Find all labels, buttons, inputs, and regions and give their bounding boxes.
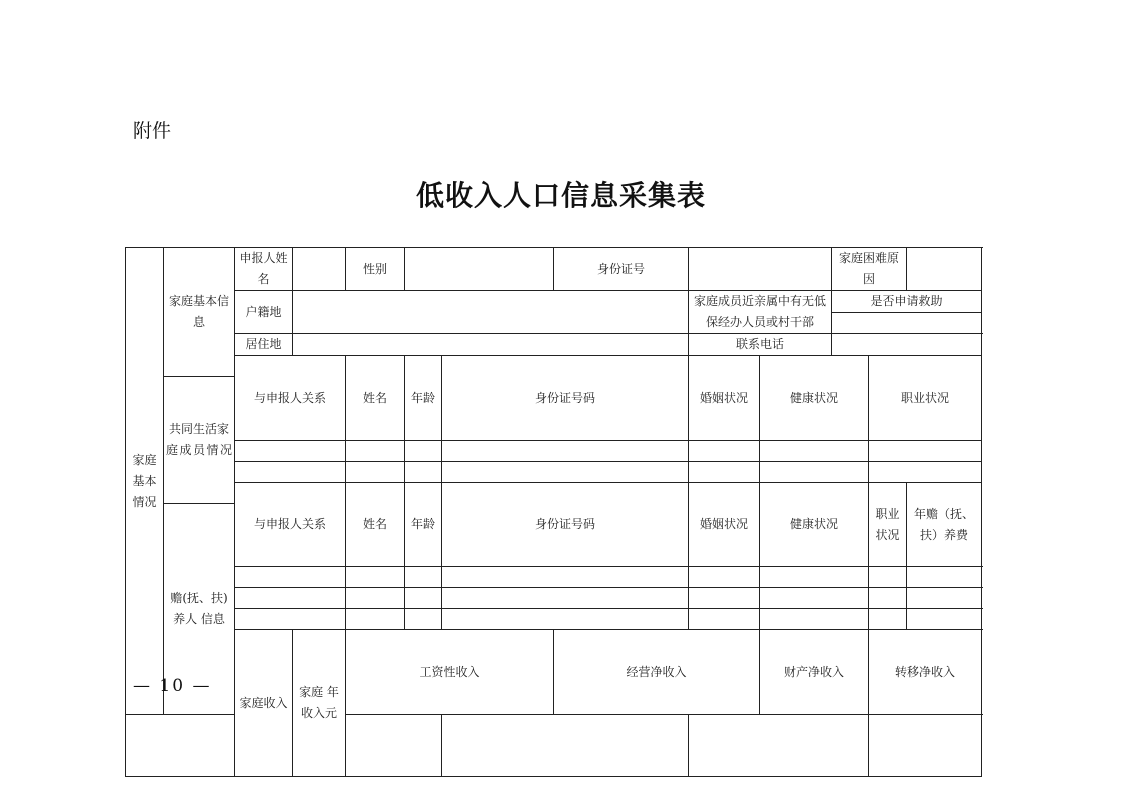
relatives-official-cell[interactable] xyxy=(832,313,982,334)
apply-aid-label: 是否申请救助 xyxy=(832,291,982,313)
attachment-label: 附件 xyxy=(133,120,172,142)
id-number-label: 身份证号 xyxy=(554,248,689,291)
col-marital-2: 婚姻状况 xyxy=(689,483,760,567)
table-row xyxy=(126,609,982,630)
page-number: — 10 — xyxy=(133,676,212,696)
household-reg-label: 户籍地 xyxy=(235,291,293,334)
supporter-label: 赡(抚、扶)养人 信息 xyxy=(164,504,235,715)
transfer-income-cell[interactable] xyxy=(689,715,869,777)
col-health: 健康状况 xyxy=(760,356,869,441)
income-label: 家庭 年收入元 xyxy=(293,630,346,777)
household-reg-cell[interactable] xyxy=(293,291,689,334)
phone-cell[interactable] xyxy=(832,334,982,356)
residence-cell[interactable] xyxy=(293,334,689,356)
table-row xyxy=(126,462,982,483)
col-wage-income: 工资性收入 xyxy=(346,630,554,715)
cohabiting-label: 共同生活家庭成员情况 xyxy=(164,377,235,504)
other-income-cell[interactable] xyxy=(869,715,982,777)
business-income-cell[interactable] xyxy=(346,715,442,777)
section-basic-label: 家庭基本情况 xyxy=(126,248,164,715)
page-title: 低收入人口信息采集表 xyxy=(415,179,706,212)
col-property-income: 财产净收入 xyxy=(760,630,869,715)
residence-label: 居住地 xyxy=(235,334,293,356)
table-row xyxy=(126,567,982,588)
wage-income-cell[interactable] xyxy=(126,715,293,777)
section-income-label: 家庭收入 xyxy=(235,630,293,777)
col-marital: 婚姻状况 xyxy=(689,356,760,441)
phone-label: 联系电话 xyxy=(689,334,832,356)
hardship-reason-label: 家庭困难原因 xyxy=(832,248,907,291)
col-occupation: 职业状况 xyxy=(869,356,982,441)
info-form-table xyxy=(125,247,982,777)
col-annual-support: 年赡（抚、扶）养费 xyxy=(907,483,982,567)
col-name-2: 姓名 xyxy=(346,483,405,567)
col-relation: 与申报人关系 xyxy=(235,356,346,441)
col-transfer-income: 转移净收入 xyxy=(869,630,982,715)
relatives-official-label: 家庭成员近亲属中有无低保经办人员或村干部 xyxy=(689,291,832,334)
gender-label: 性别 xyxy=(346,248,405,291)
table-row xyxy=(126,441,982,462)
gender-cell[interactable] xyxy=(405,248,554,291)
col-business-income: 经营净收入 xyxy=(554,630,760,715)
col-occupation-vertical: 职业状况 xyxy=(869,483,907,567)
applicant-name-label: 申报人姓 名 xyxy=(235,248,293,291)
applicant-name-cell[interactable] xyxy=(293,248,346,291)
col-age-2: 年龄 xyxy=(405,483,442,567)
col-id-number-2: 身份证号码 xyxy=(442,483,689,567)
hardship-reason-cell[interactable] xyxy=(907,248,982,291)
col-age: 年龄 xyxy=(405,356,442,441)
col-id-number: 身份证号码 xyxy=(442,356,689,441)
table-row xyxy=(126,588,982,609)
col-relation-2: 与申报人关系 xyxy=(235,483,346,567)
id-number-cell[interactable] xyxy=(689,248,832,291)
col-name: 姓名 xyxy=(346,356,405,441)
property-income-cell[interactable] xyxy=(442,715,689,777)
basic-info-label: 家庭基本信息 xyxy=(164,248,235,377)
col-health-2: 健康状况 xyxy=(760,483,869,567)
income-row xyxy=(126,715,982,777)
